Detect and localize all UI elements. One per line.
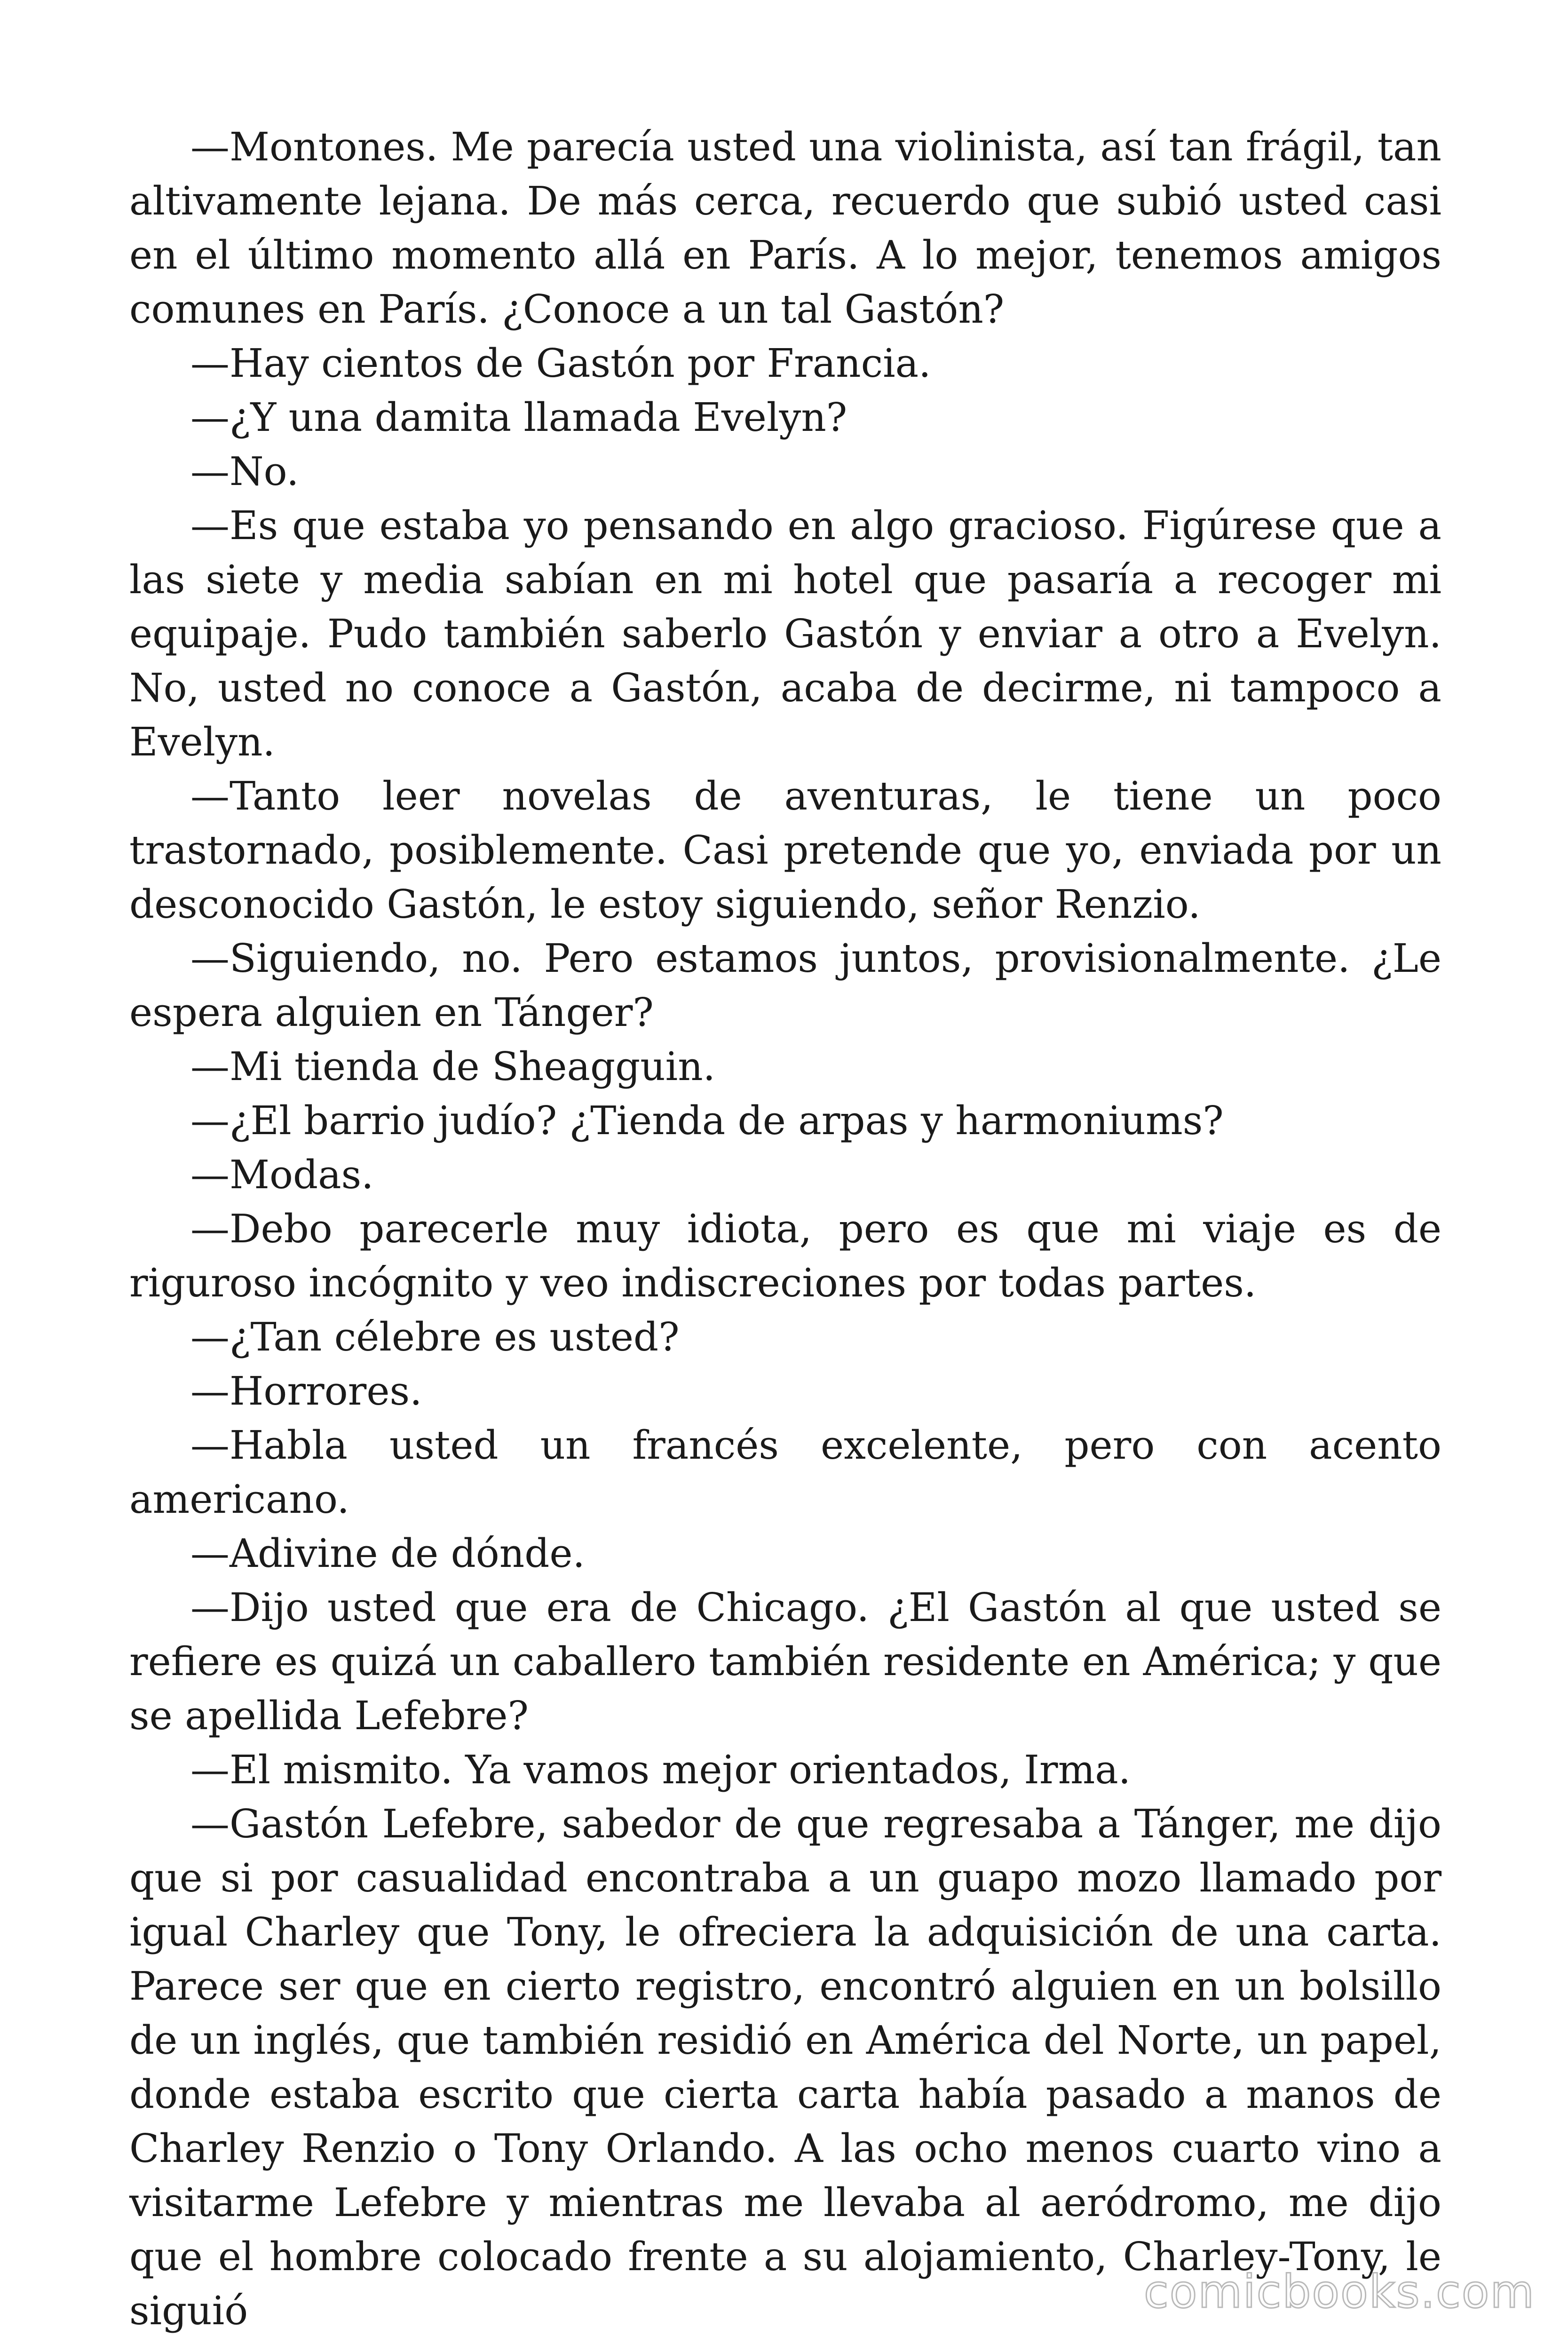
watermark: comicbooks.com — [1143, 2265, 1535, 2318]
paragraph-10: —Modas. — [190, 1152, 374, 1198]
paragraph-9: —¿El barrio judío? ¿Tienda de arpas y harmoniums? — [190, 1098, 1224, 1144]
body-text — [129, 120, 1441, 2338]
paragraph-7: —Siguiendo, no. Pero estamos juntos, provisionalmente. ¿Le espera alguien en Tánger? — [129, 936, 1441, 1035]
paragraph-4: —No. — [190, 449, 299, 494]
paragraph-15: —Adivine de dónde. — [190, 1531, 585, 1576]
paragraph-6: —Tanto leer novelas de aventuras, le tiene un poco trastornado, posiblemente. Casi pretende que yo, enviada por un desconocido Gastón, le estoy siguiendo, señor Renzio. — [129, 773, 1441, 927]
paragraph-17: —El mismito. Ya vamos mejor orientados, Irma. — [190, 1747, 1131, 1793]
paragraph-1: —Montones. Me parecía usted una violinista, así tan frágil, tan altivamente lejana. De más cerca, recuerdo que subió usted casi en el último momento allá en París. A lo mejor, tenemos amigos comunes en París. ¿Conoce a un tal Gastón? — [129, 124, 1441, 332]
paragraph-12: —¿Tan célebre es usted? — [190, 1314, 680, 1360]
paragraph-8: —Mi tienda de Sheagguin. — [190, 1044, 716, 1089]
paragraph-18: —Gastón Lefebre, sabedor de que regresaba a Tánger, me dijo que si por casualidad encontraba a un guapo mozo llamado por igual Charley que Tony, le ofreciera la adquisición de una carta. Parece ser que en cierto registro, encontró alguien en un bolsillo de un inglés, que también residió en América del Norte, un papel, donde estaba escrito que cierta carta había pasado a manos de Charley Renzio o Tony Orlando. A las ocho menos cuarto vino a visitarme Lefebre y mientras me llevaba al aeródromo, me dijo que el hombre colocado frente a su alojamiento, Charley-Tony, le siguió — [129, 1801, 1441, 2334]
paragraph-5: —Es que estaba yo pensando en algo gracioso. Figúrese que a las siete y media sabían en mi hotel que pasaría a recoger mi equipaje. Pudo también saberlo Gastón y enviar a otro a Evelyn. No, usted no conoce a Gastón, acaba de decirme, ni tampoco a Evelyn. — [129, 503, 1441, 765]
paragraph-13: —Horrores. — [190, 1368, 422, 1414]
paragraph-14: —Habla usted un francés excelente, pero con acento americano. — [129, 1422, 1441, 1522]
paragraph-16: —Dijo usted que era de Chicago. ¿El Gastón al que usted se refiere es quizá un caballero también residente en América; y que se apellida Lefebre? — [129, 1585, 1441, 1739]
paragraph-3: —¿Y una damita llamada Evelyn? — [190, 395, 847, 440]
paragraph-2: —Hay cientos de Gastón por Francia. — [190, 341, 931, 386]
paragraph-11: —Debo parecerle muy idiota, pero es que mi viaje es de riguroso incógnito y veo indiscreciones por todas partes. — [129, 1206, 1441, 1306]
